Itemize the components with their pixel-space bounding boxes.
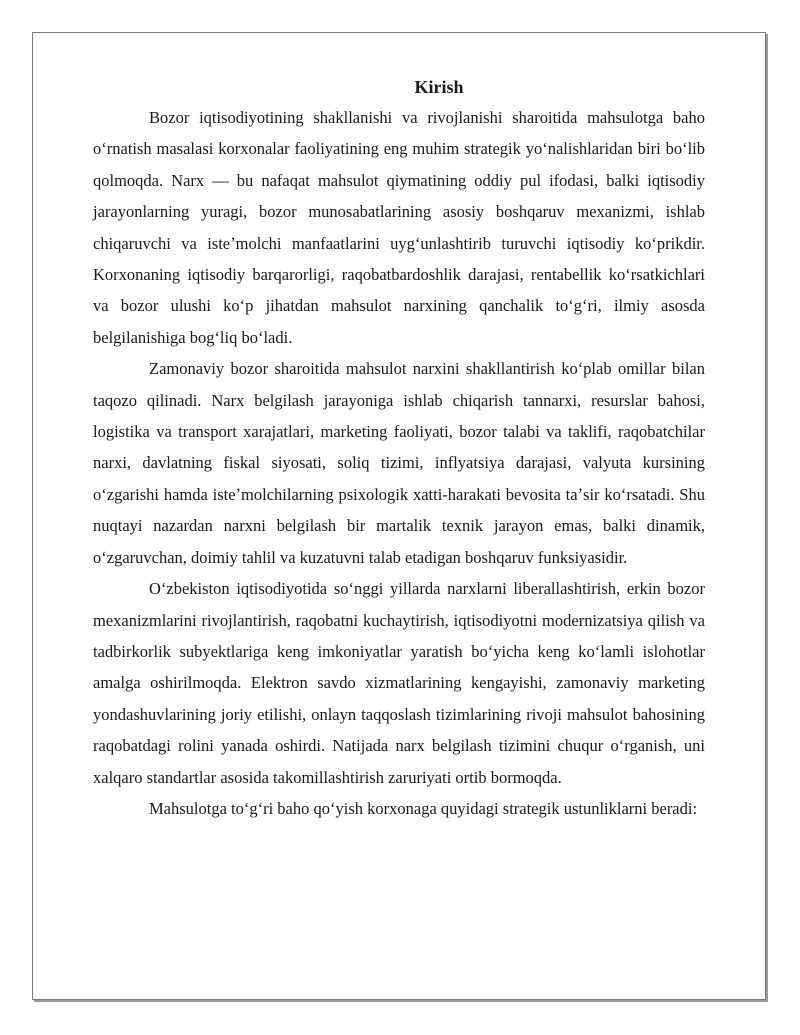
document-page bbox=[32, 32, 766, 1000]
document-body bbox=[93, 75, 705, 824]
paragraph-4: Mahsulotga toʻgʻri baho qoʻyish korxonaga quyidagi strategik ustunliklarni beradi: bbox=[149, 798, 698, 818]
paragraph-2: Zamonaviy bozor sharoitida mahsulot narxini shakllantirish koʻplab omillar bilan taqozo qilinadi. Narx belgilash jarayoniga ishlab chiqarish tannarxi, resurslar bahosi, logistika va transport xarajatlari, marketing faoliyati, bozor talabi va taklifi, raqobatchilar narxi, davlatning fiskal siyosati, soliq tizimi, inflyatsiya darajasi, valyuta kursining oʻzgarishi hamda isteʼmolchilarning psixologik xatti-harakati bevosita taʼsir koʻrsatadi. Shu nuqtayi nazardan narxni belgilash bir martalik texnik jarayon emas, balki dinamik, oʻzgaruvchan, doimiy tahlil va kuzatuvni talab etadigan boshqaruv funksiyasidir. bbox=[93, 359, 705, 567]
paragraph-3: Oʻzbekiston iqtisodiyotida soʻnggi yillarda narxlarni liberallashtirish, erkin bozor mexanizmlarini rivojlantirish, raqobatni kuchaytirish, iqtisodiyotni modernizatsiya qilish va tadbirkorlik subyektlariga keng imkoniyatlar yaratish boʻyicha keng koʻlamli islohotlar amalga oshirilmoqda. Elektron savdo xizmatlarining kengayishi, zamonaviy marketing yondashuvlarining joriy etilishi, onlayn taqqoslash tizimlarining rivoji mahsulot bahosining raqobatdagi rolini yanada oshirdi. Natijada narx belgilash tizimini chuqur oʻrganish, uni xalqaro standartlar asosida takomillashtirish zaruriyati ortib bormoqda. bbox=[93, 579, 705, 787]
paragraph-1: Bozor iqtisodiyotining shakllanishi va rivojlanishi sharoitida mahsulotga baho oʻrnatish masalasi korxonalar faoliyatining eng muhim strategik yoʻnalishlaridan biri boʻlib qolmoqda. Narx — bu nafaqat mahsulot qiymatining oddiy pul ifodasi, balki iqtisodiy jarayonlarning yuragi, bozor munosabatlarining asosiy boshqaruv mexanizmi, ishlab chiqaruvchi va isteʼmolchi manfaatlarini uygʻunlashtirib turuvchi iqtisodiy koʻprikdir. Korxonaning iqtisodiy barqarorligi, raqobatbardoshlik darajasi, rentabellik koʻrsatkichlari va bozor ulushi koʻp jihatdan mahsulot narxining qanchalik toʻgʻri, ilmiy asosda belgilanishiga bogʻliq boʻladi. bbox=[93, 108, 705, 347]
section-title: Kirish bbox=[414, 77, 464, 97]
